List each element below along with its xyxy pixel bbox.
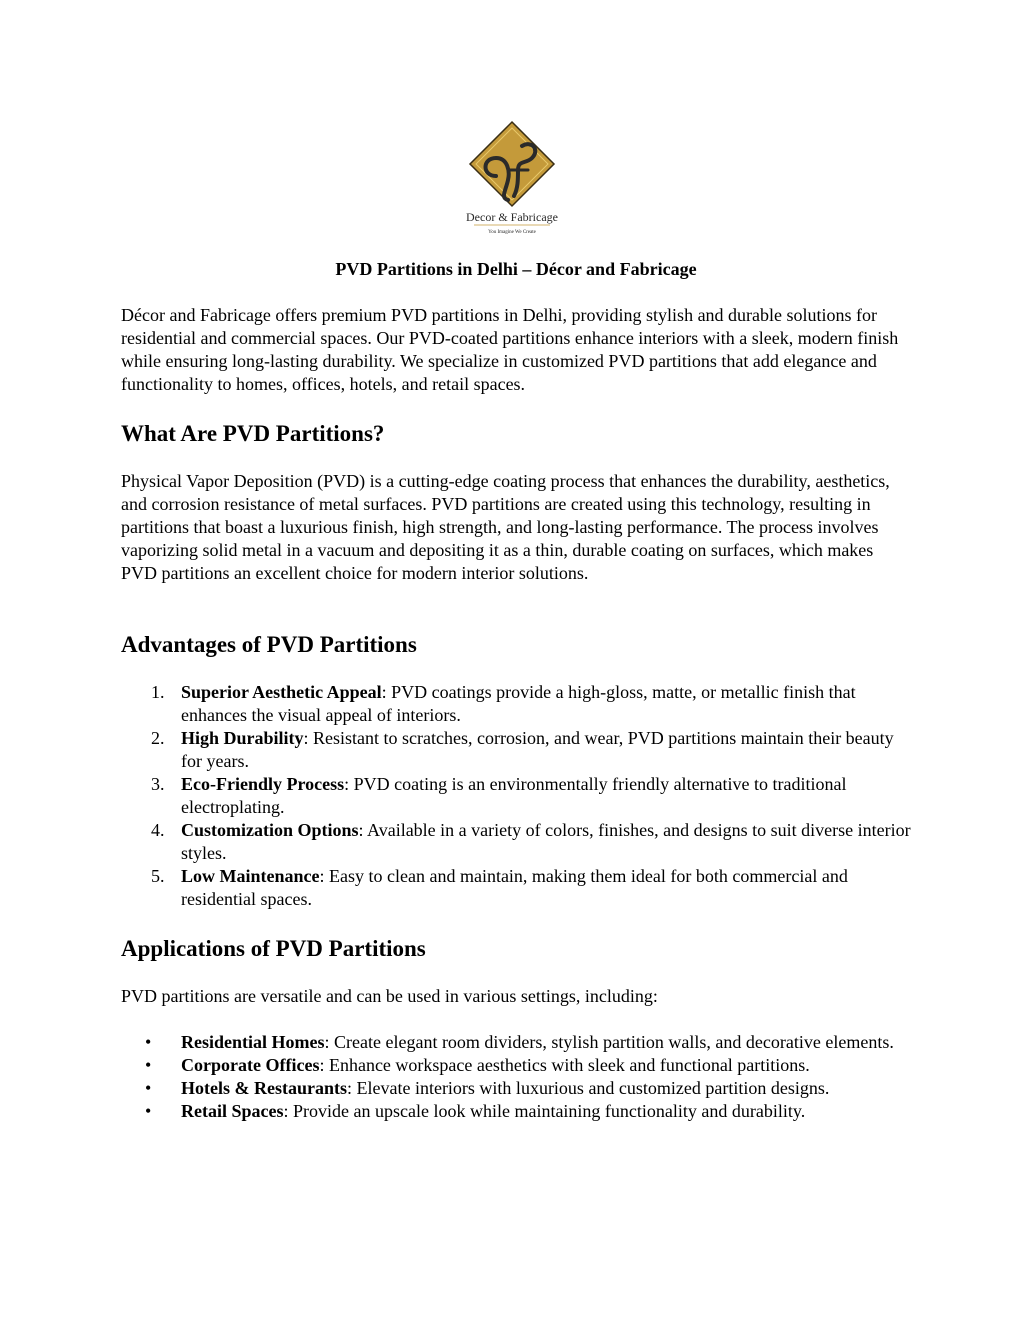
section-heading-applications: Applications of PVD Partitions	[121, 936, 426, 961]
list-item-term: Eco-Friendly Process	[181, 774, 345, 794]
list-item-term: Low Maintenance	[181, 866, 320, 886]
applications-intro: PVD partitions are versatile and can be used in various settings, including:	[121, 986, 658, 1006]
list-number: 1.	[151, 682, 165, 702]
section-heading-advantages: Advantages of PVD Partitions	[121, 632, 417, 657]
list-item-text: : PVD coating is an environmentally friendly alternative to traditional electroplating.	[181, 774, 847, 817]
bullet-icon: •	[145, 1055, 152, 1075]
list-number: 2.	[151, 728, 165, 748]
list-item-text: : Elevate interiors with luxurious and customized partition designs.	[346, 1078, 830, 1098]
logo-mark-icon	[452, 118, 572, 238]
section-heading-what-are: What Are PVD Partitions?	[121, 421, 385, 446]
list-item	[121, 819, 911, 865]
logo-tagline: You Imagine We Create	[488, 230, 536, 235]
list-number: 3.	[151, 774, 165, 794]
list-item	[121, 1054, 911, 1077]
list-item	[121, 1031, 911, 1054]
list-number: 4.	[151, 820, 165, 840]
list-item	[121, 1100, 911, 1123]
list-item-term: Superior Aesthetic Appeal	[181, 682, 382, 702]
list-item-term: High Durability	[181, 728, 304, 748]
logo-brand-text: Decor & Fabricage	[466, 210, 558, 224]
list-item-term: Residential Homes	[181, 1032, 325, 1052]
list-item-text: : Resistant to scratches, corrosion, and wear, PVD partitions maintain their beauty for years.	[181, 728, 894, 771]
advantages-list	[121, 681, 911, 911]
list-item-text: : Provide an upscale look while maintaining functionality and durability.	[283, 1101, 806, 1121]
bullet-icon: •	[145, 1032, 152, 1052]
list-item-term: Corporate Offices	[181, 1055, 320, 1075]
list-item-term: Hotels & Restaurants	[181, 1078, 347, 1098]
list-item	[121, 681, 911, 727]
bullet-icon: •	[145, 1101, 152, 1121]
list-item-text: : PVD coatings provide a high-gloss, matte, or metallic finish that enhances the visual appeal of interiors.	[181, 682, 856, 725]
list-number: 5.	[151, 866, 165, 886]
bullet-icon: •	[145, 1078, 152, 1098]
list-item	[121, 773, 911, 819]
list-item-text: : Easy to clean and maintain, making them ideal for both commercial and residential spaces.	[181, 866, 848, 909]
document-title: PVD Partitions in Delhi – Décor and Fabricage	[335, 259, 697, 279]
list-item	[121, 865, 911, 911]
list-item-text: : Available in a variety of colors, finishes, and designs to suit diverse interior styles.	[181, 820, 911, 863]
list-item-term: Retail Spaces	[181, 1101, 284, 1121]
section-what-are-body: Physical Vapor Deposition (PVD) is a cutting-edge coating process that enhances the durability, aesthetics, and corrosion resistance of metal surfaces. PVD partitions are created using this technology, resulting in partitions that boast a luxurious finish, high strength, and long-lasting performance. The process involves vaporizing solid metal in a vacuum and depositing it as a thin, durable coating on surfaces, which makes PVD partitions an excellent choice for modern interior solutions.	[121, 471, 890, 583]
brand-logo	[452, 118, 572, 238]
list-item	[121, 1077, 911, 1100]
list-item	[121, 727, 911, 773]
list-item-text: : Enhance workspace aesthetics with sleek and functional partitions.	[319, 1055, 810, 1075]
applications-list	[121, 1031, 911, 1123]
list-item-text: : Create elegant room dividers, stylish partition walls, and decorative elements.	[324, 1032, 894, 1052]
intro-paragraph: Décor and Fabricage offers premium PVD partitions in Delhi, providing stylish and durable solutions for residential and commercial spaces. Our PVD-coated partitions enhance interiors with a sleek, modern finish while ensuring long-lasting durability. We specialize in customized PVD partitions that add elegance and functionality to homes, offices, hotels, and retail spaces.	[121, 305, 899, 394]
list-item-term: Customization Options	[181, 820, 359, 840]
